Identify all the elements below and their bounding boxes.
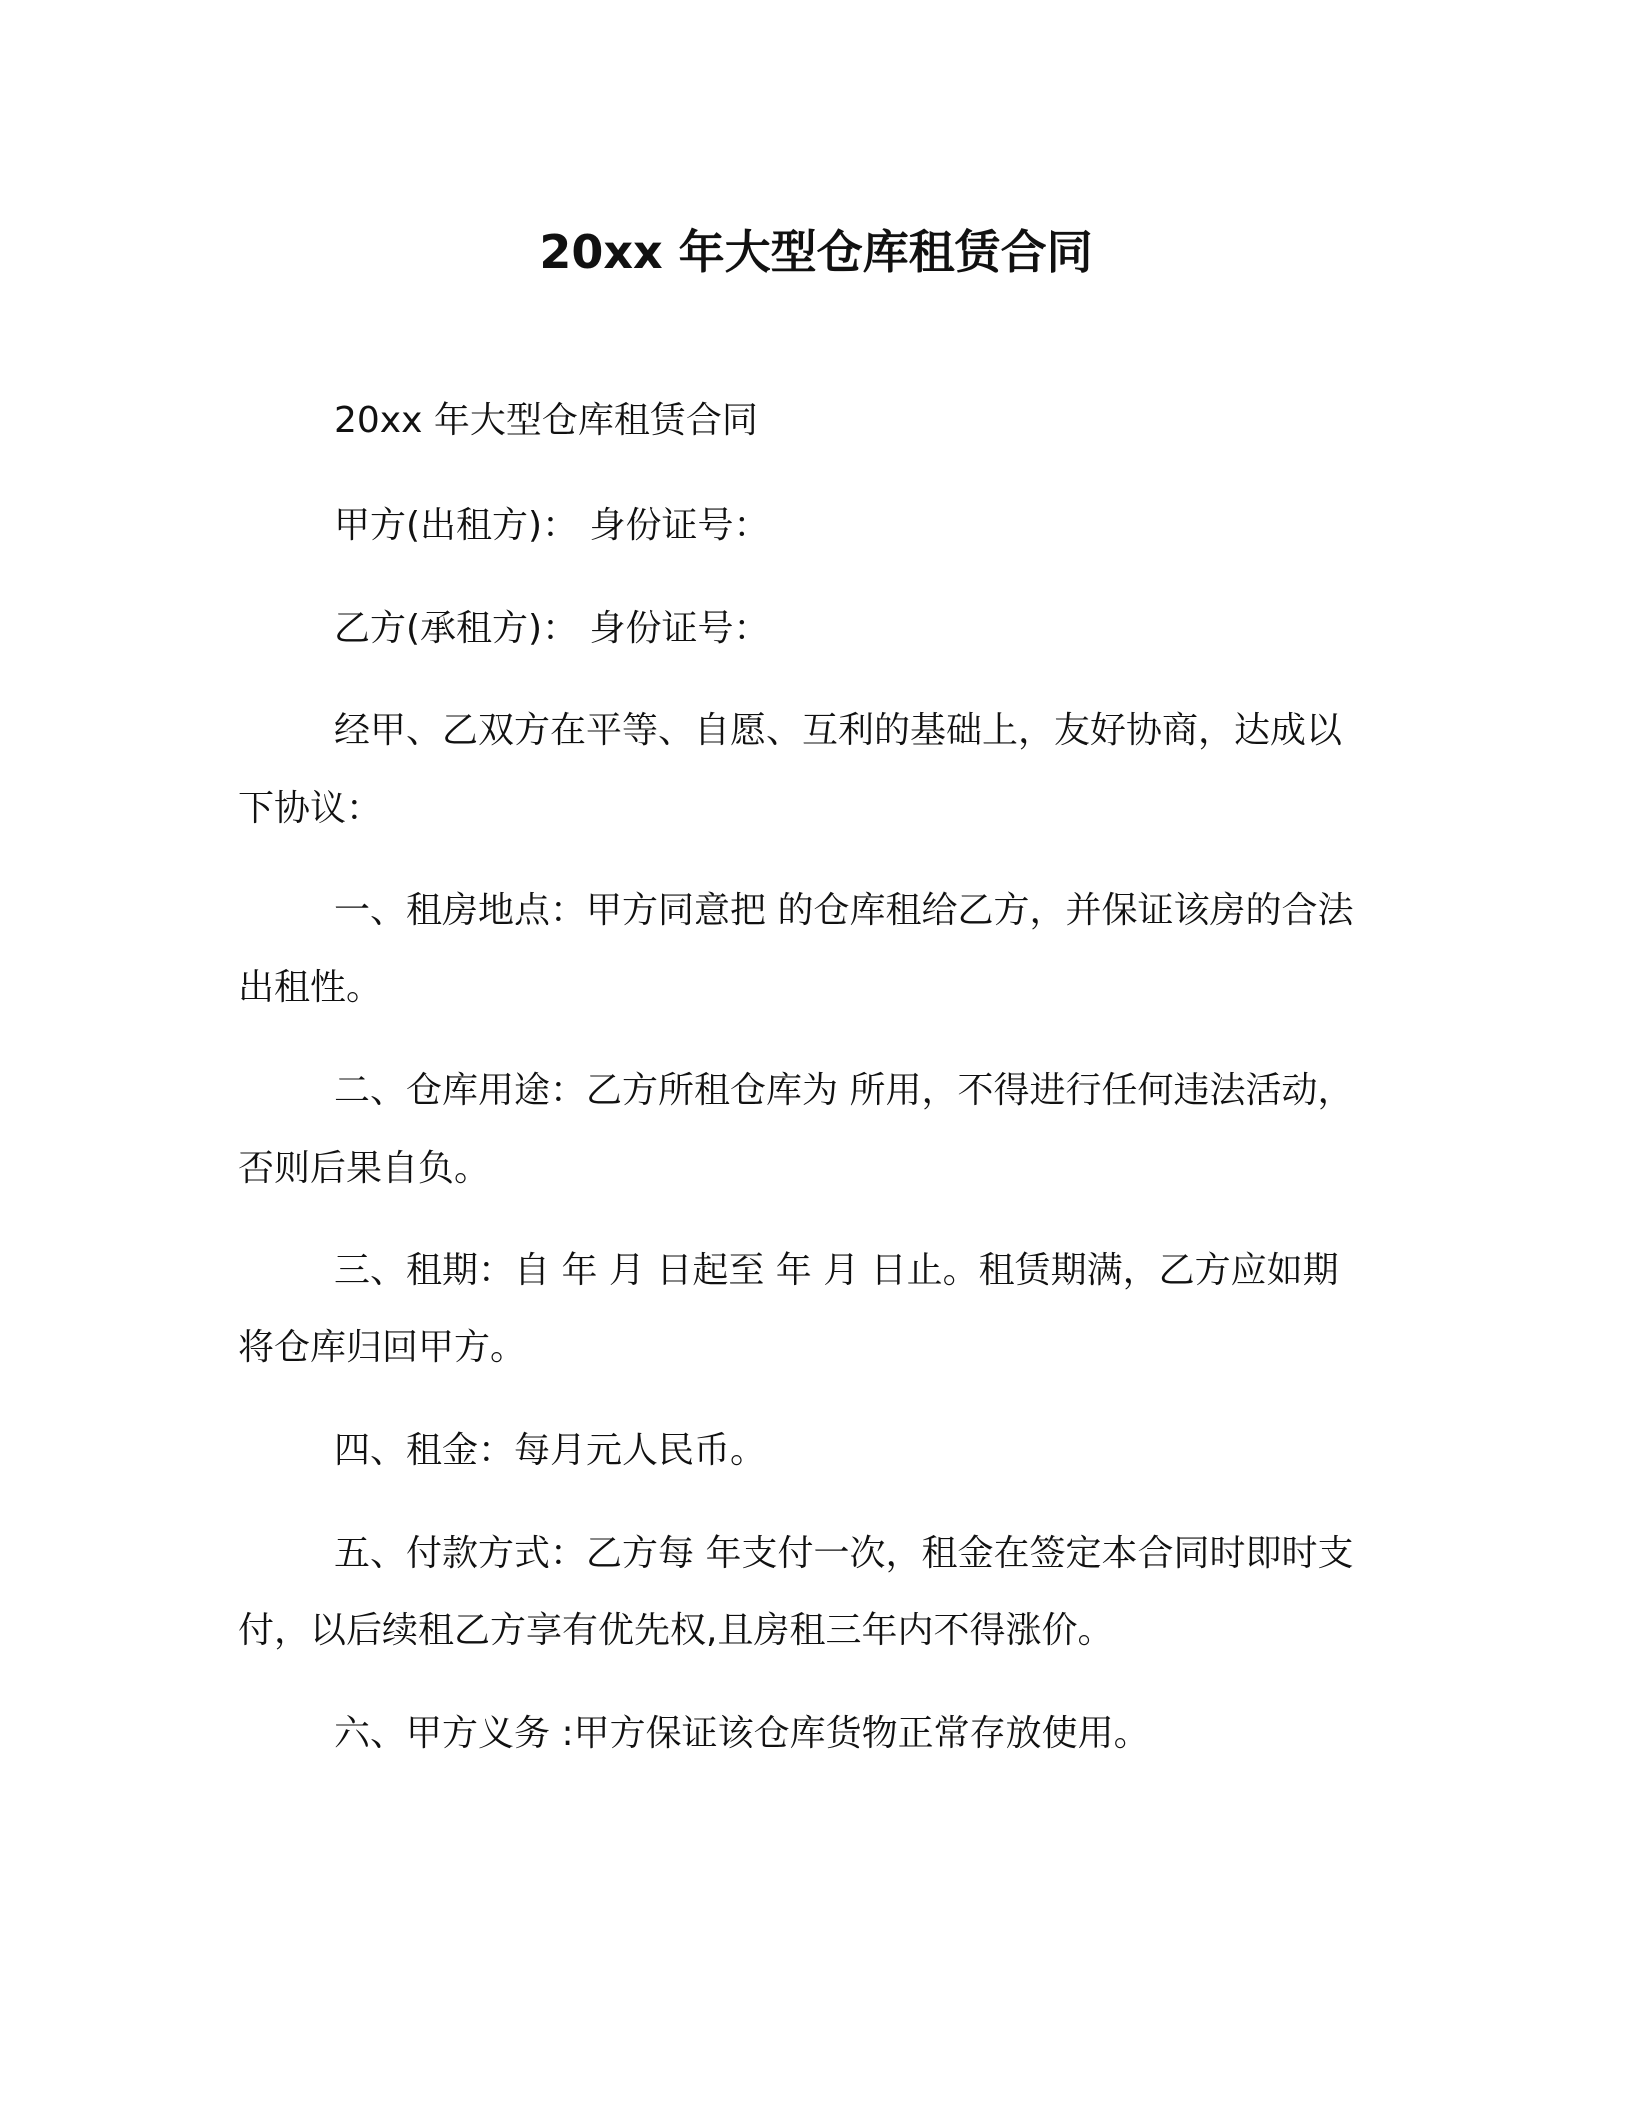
clause-4-line: 四、租金：每月元人民币。 <box>334 1430 767 1471</box>
preamble-line-2: 下协议： <box>238 788 383 829</box>
contract-subtitle: 20xx 年大型仓库租赁合同 <box>334 400 758 441</box>
clause-2-line-1: 二、仓库用途：乙方所租仓库为 所用，不得进行任何违法活动， <box>334 1070 1354 1111</box>
document-title: 20xx 年大型仓库租赁合同 <box>539 225 1093 279</box>
clause-6-line: 六、甲方义务 :甲方保证该仓库货物正常存放使用。 <box>334 1713 1150 1754</box>
clause-1-line-1: 一、租房地点：甲方同意把 的仓库租给乙方，并保证该房的合法 <box>334 890 1354 931</box>
clause-2-line-2: 否则后果自负。 <box>238 1148 491 1189</box>
party-b-line: 乙方(承租方)： 身份证号： <box>334 608 770 649</box>
clause-3-line-1: 三、租期：自 年 月 日起至 年 月 日止。租赁期满，乙方应如期 <box>334 1250 1339 1291</box>
party-a-line: 甲方(出租方)： 身份证号： <box>334 505 770 546</box>
clause-1-line-2: 出租性。 <box>238 967 383 1008</box>
clause-5-line-1: 五、付款方式：乙方每 年支付一次，租金在签定本合同时即时支 <box>334 1533 1354 1574</box>
preamble-line-1: 经甲、乙双方在平等、自愿、互利的基础上，友好协商，达成以 <box>334 710 1343 751</box>
clause-3-line-2: 将仓库归回甲方。 <box>238 1327 527 1368</box>
clause-5-line-2: 付，以后续租乙方享有优先权,且房租三年内不得涨价。 <box>238 1610 1114 1651</box>
